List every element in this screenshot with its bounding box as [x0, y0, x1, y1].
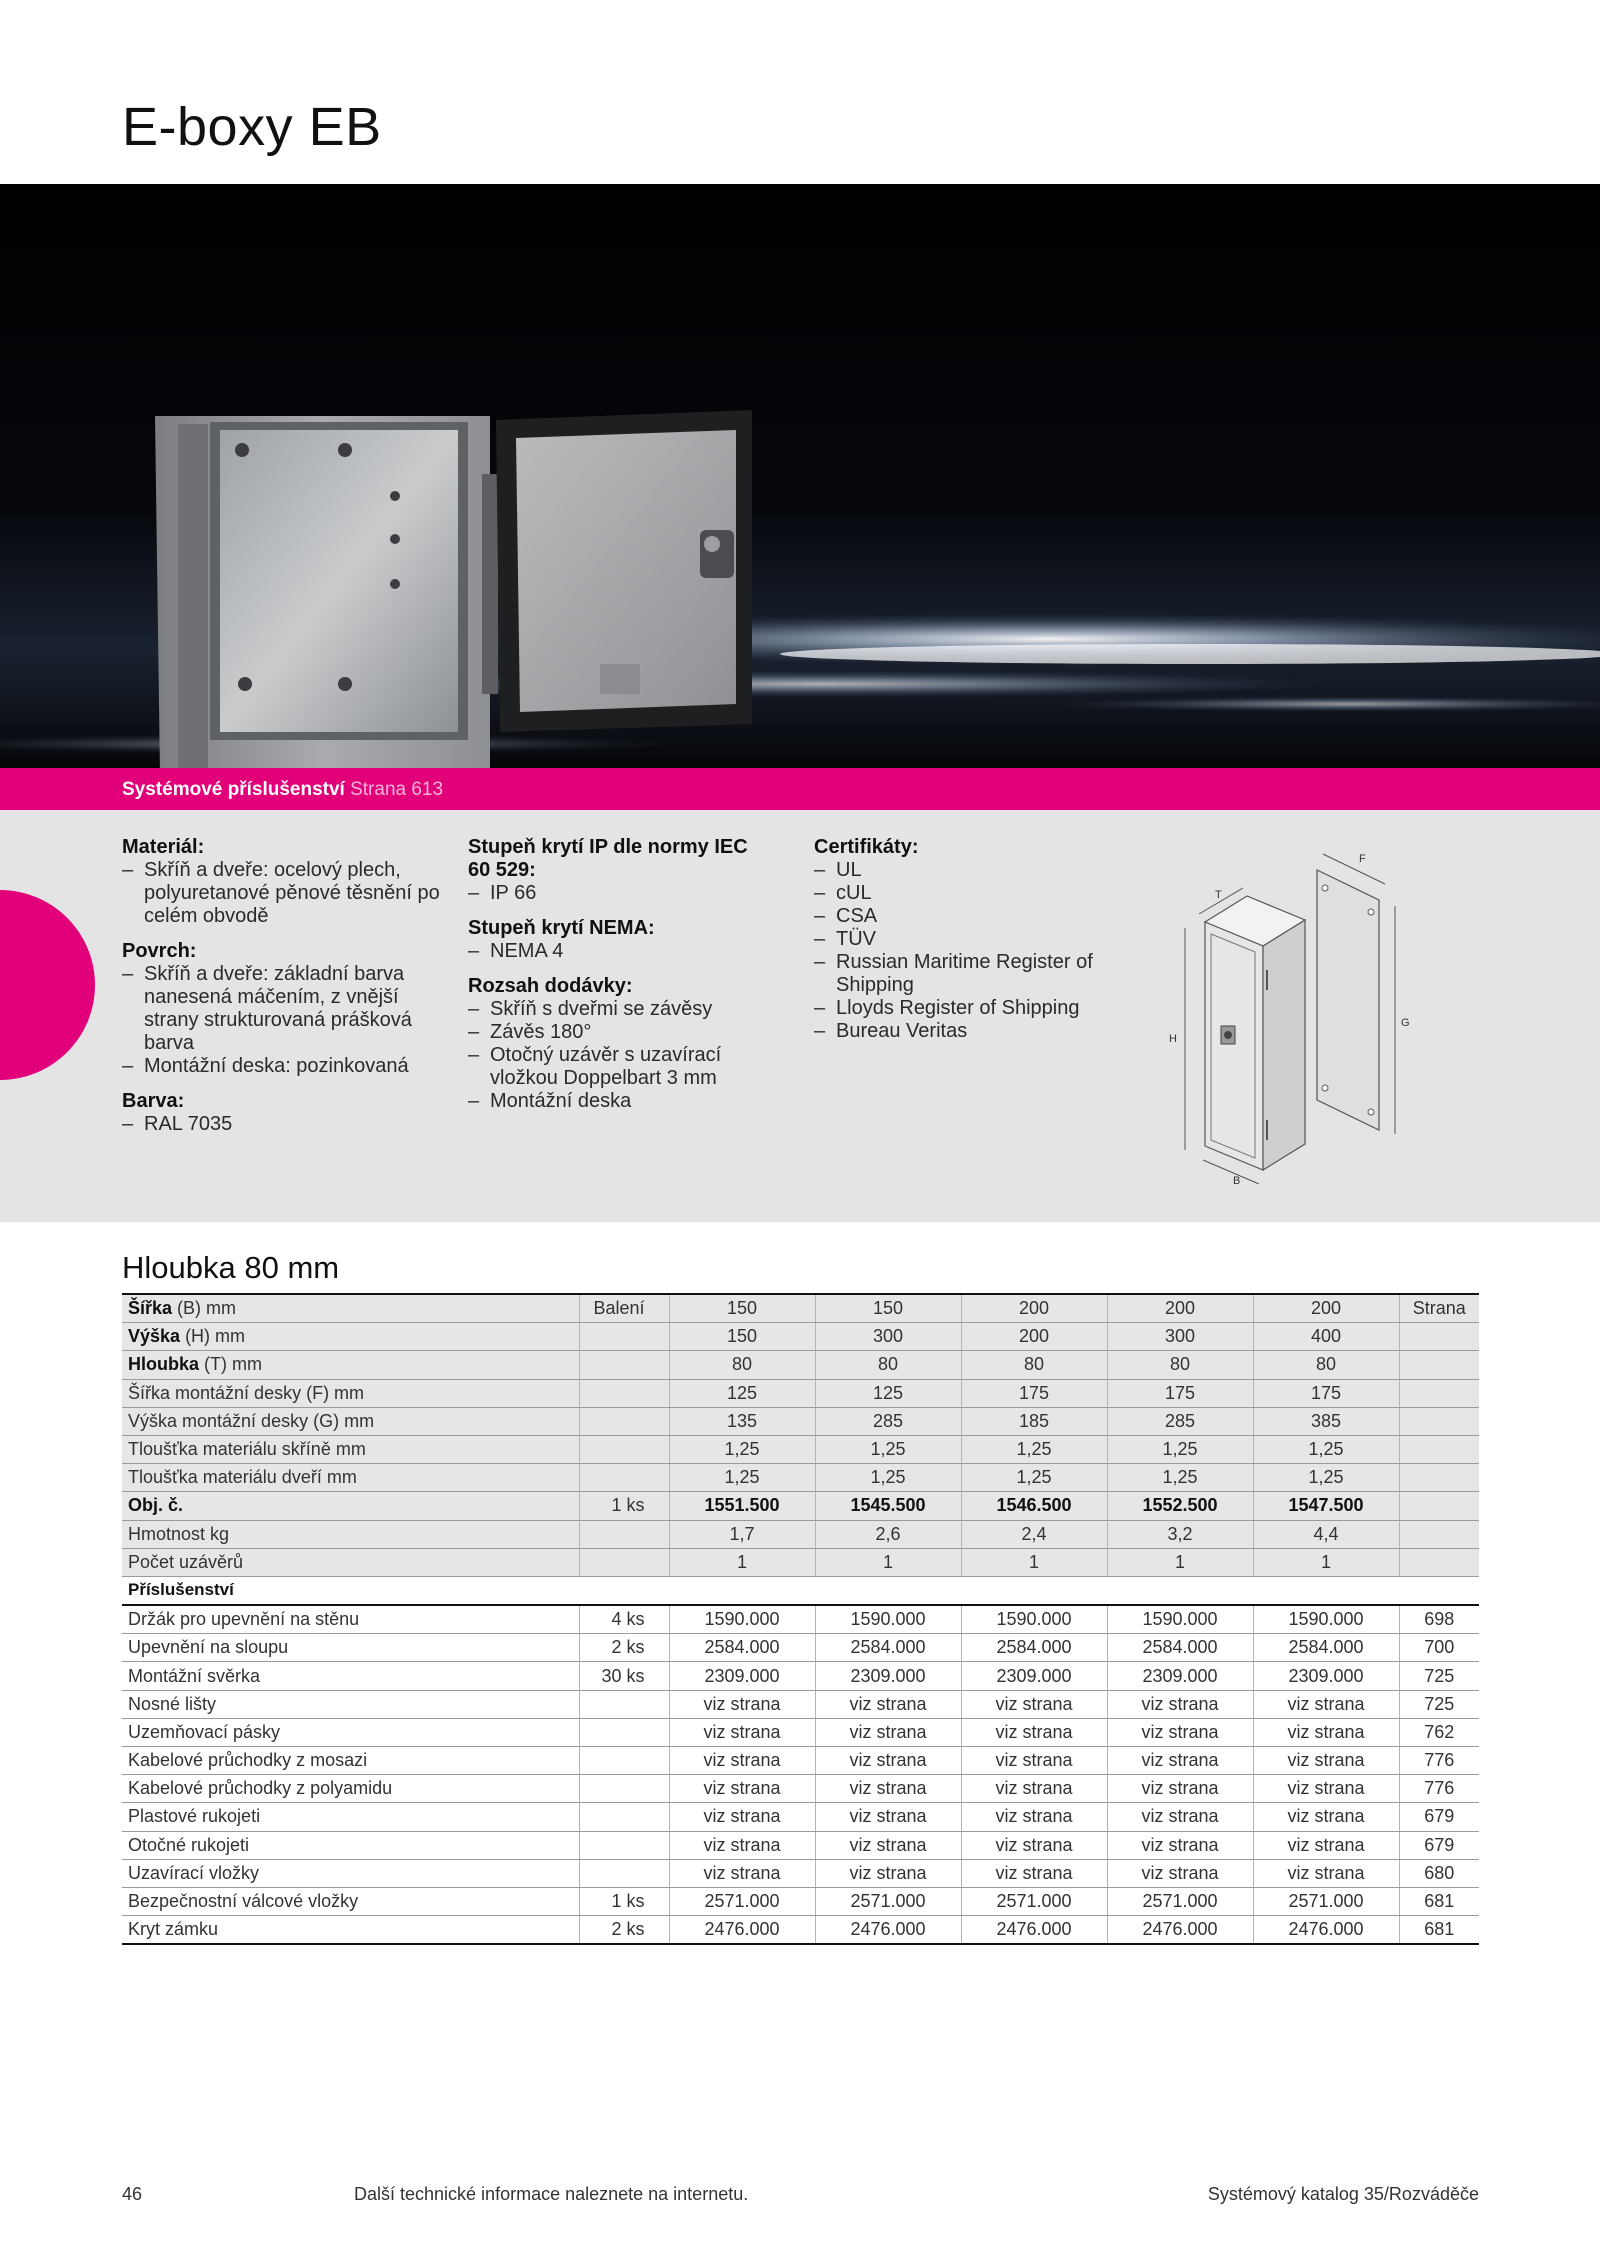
product-photo — [0, 184, 1600, 768]
row-label — [122, 1435, 579, 1463]
row-label-bold: Obj. č. — [128, 1495, 184, 1516]
cert-item: – cUL — [814, 882, 1134, 905]
article-number-cell: 2571.000 — [669, 1887, 815, 1915]
scope-item: – Skříň s dveřmi se závěsy — [468, 998, 768, 1021]
pack-cell: 1 ks — [579, 1887, 669, 1915]
value-cell: 175 — [1107, 1379, 1253, 1407]
cert-item: – CSA — [814, 905, 1134, 928]
page-cell: 680 — [1399, 1859, 1479, 1887]
article-number-cell: 2584.000 — [1253, 1634, 1399, 1662]
value-cell: 1,25 — [961, 1435, 1107, 1463]
row-label — [122, 1323, 579, 1351]
accessory-bar — [0, 768, 1600, 810]
page-cell: 762 — [1399, 1718, 1479, 1746]
article-number-cell: viz strana — [961, 1859, 1107, 1887]
dim-label-b: B — [1233, 1175, 1241, 1187]
value-cell: 1,25 — [1107, 1435, 1253, 1463]
material-heading: Materiál: — [122, 836, 205, 858]
article-number-cell: 2309.000 — [815, 1662, 961, 1690]
footer-catalog: Systémový katalog 35/Rozváděče — [1207, 2184, 1479, 2204]
value-cell: 185 — [961, 1407, 1107, 1435]
article-number-cell: 2476.000 — [1253, 1916, 1399, 1945]
article-number-cell: viz strana — [815, 1747, 961, 1775]
table-row — [122, 1351, 1479, 1379]
row-label-text: Tloušťka materiálu dveří mm — [128, 1467, 357, 1488]
value-cell: 80 — [815, 1351, 961, 1379]
accessory-label: Kryt zámku — [122, 1916, 579, 1945]
row-label-text: Výška montážní desky (G) mm — [128, 1410, 375, 1431]
table-row — [122, 1634, 1479, 1662]
table-row — [122, 1803, 1479, 1831]
value-cell: 1545.500 — [815, 1492, 961, 1520]
article-number-cell: 2584.000 — [815, 1634, 961, 1662]
article-number-cell: viz strana — [1253, 1831, 1399, 1859]
value-cell: 1,25 — [669, 1464, 815, 1492]
value-cell: 200 — [1253, 1294, 1399, 1323]
value-cell: 200 — [961, 1323, 1107, 1351]
cert-item: – UL — [814, 859, 1134, 882]
value-cell: 1 — [669, 1548, 815, 1576]
page-cell: 681 — [1399, 1916, 1479, 1945]
page-cell: 700 — [1399, 1634, 1479, 1662]
article-number-cell: 2476.000 — [961, 1916, 1107, 1945]
value-cell: 1 — [815, 1548, 961, 1576]
table-row — [122, 1605, 1479, 1634]
article-number-cell: 2584.000 — [669, 1634, 815, 1662]
surface-item: – Montážní deska: pozinkovaná — [122, 1055, 442, 1078]
pack-cell — [579, 1775, 669, 1803]
article-number-cell: viz strana — [961, 1690, 1107, 1718]
value-cell: 1,7 — [669, 1520, 815, 1548]
article-number-cell: 1590.000 — [669, 1605, 815, 1634]
section-title: Hloubka 80 mm — [122, 1250, 340, 1285]
accessories-header-row — [122, 1576, 1479, 1605]
page-cell: 679 — [1399, 1803, 1479, 1831]
article-number-cell: 1590.000 — [1253, 1605, 1399, 1634]
page-cell — [1399, 1548, 1479, 1576]
table-row — [122, 1718, 1479, 1746]
article-number-cell: viz strana — [815, 1775, 961, 1803]
value-cell: 200 — [1107, 1294, 1253, 1323]
table-row — [122, 1407, 1479, 1435]
table-row — [122, 1379, 1479, 1407]
page-cell: 698 — [1399, 1605, 1479, 1634]
article-number-cell: viz strana — [1107, 1775, 1253, 1803]
value-cell: 385 — [1253, 1407, 1399, 1435]
accessory-label: Uzavírací vložky — [122, 1859, 579, 1887]
article-number-cell: viz strana — [1253, 1690, 1399, 1718]
value-cell: 1552.500 — [1107, 1492, 1253, 1520]
surface-item: – Skříň a dveře: základní barva nanesená máčením, z vnější strany strukturovaná prášková barva — [122, 963, 442, 1055]
value-cell: 1,25 — [1107, 1464, 1253, 1492]
table-row — [122, 1775, 1479, 1803]
accessory-label: Držák pro upevnění na stěnu — [122, 1605, 579, 1634]
table-row — [122, 1831, 1479, 1859]
spec-column-certificates — [814, 836, 1134, 1055]
pack-cell — [579, 1718, 669, 1746]
value-cell: 150 — [669, 1294, 815, 1323]
value-cell: 1,25 — [961, 1464, 1107, 1492]
pack-cell — [579, 1407, 669, 1435]
page-cell: 725 — [1399, 1690, 1479, 1718]
accessory-label: Nosné lišty — [122, 1690, 579, 1718]
table-row — [122, 1294, 1479, 1323]
article-number-cell: viz strana — [669, 1747, 815, 1775]
value-cell: 150 — [815, 1294, 961, 1323]
table-row — [122, 1323, 1479, 1351]
accessory-label: Kabelové průchodky z polyamidu — [122, 1775, 579, 1803]
value-cell: 1,25 — [1253, 1435, 1399, 1463]
article-number-cell: viz strana — [1253, 1747, 1399, 1775]
article-number-cell: viz strana — [1253, 1859, 1399, 1887]
value-cell: 2,4 — [961, 1520, 1107, 1548]
row-label-text: Tloušťka materiálu skříně mm — [128, 1439, 366, 1460]
article-number-cell: viz strana — [669, 1831, 815, 1859]
scope-heading: Rozsah dodávky: — [468, 975, 633, 997]
article-number-cell: viz strana — [1107, 1831, 1253, 1859]
article-number-cell: 2476.000 — [1107, 1916, 1253, 1945]
accessory-label: Otočné rukojeti — [122, 1831, 579, 1859]
page-cell: 679 — [1399, 1831, 1479, 1859]
value-cell: 4,4 — [1253, 1520, 1399, 1548]
table-row — [122, 1690, 1479, 1718]
article-number-cell: 2571.000 — [1253, 1887, 1399, 1915]
scope-item: – Montážní deska — [468, 1090, 768, 1113]
article-number-cell: viz strana — [961, 1775, 1107, 1803]
value-cell: 1,25 — [669, 1435, 815, 1463]
article-number-cell: 2584.000 — [961, 1634, 1107, 1662]
pack-cell: 1 ks — [579, 1492, 669, 1520]
pack-cell — [579, 1435, 669, 1463]
article-number-cell: viz strana — [669, 1775, 815, 1803]
row-label-text: (T) mm — [199, 1354, 262, 1375]
material-item: – Skříň a dveře: ocelový plech, polyuretanové pěnové těsnění po celém obvodě — [122, 859, 442, 928]
article-number-cell: viz strana — [815, 1690, 961, 1718]
article-number-cell: 2309.000 — [669, 1662, 815, 1690]
page-cell: 776 — [1399, 1775, 1479, 1803]
cert-item: – Lloyds Register of Shipping — [814, 997, 1134, 1020]
value-cell: 175 — [1253, 1379, 1399, 1407]
spec-column-protection — [468, 836, 768, 1125]
article-number-cell: 2571.000 — [961, 1887, 1107, 1915]
row-label-bold: Výška — [128, 1326, 181, 1347]
article-number-cell: viz strana — [961, 1718, 1107, 1746]
row-label-text: Hmotnost kg — [128, 1523, 230, 1544]
article-number-cell: viz strana — [1253, 1803, 1399, 1831]
scope-item: – Otočný uzávěr s uzavírací vložkou Doppelbart 3 mm — [468, 1044, 768, 1090]
value-cell: 400 — [1253, 1323, 1399, 1351]
page-cell: 776 — [1399, 1747, 1479, 1775]
accessory-page-link[interactable]: Strana 613 — [350, 779, 444, 800]
pack-cell: 30 ks — [579, 1662, 669, 1690]
article-number-cell: viz strana — [1253, 1718, 1399, 1746]
article-number-cell: 1590.000 — [815, 1605, 961, 1634]
value-cell: 1546.500 — [961, 1492, 1107, 1520]
article-number-cell: viz strana — [815, 1859, 961, 1887]
page-cell — [1399, 1492, 1479, 1520]
article-number-cell: 2571.000 — [1107, 1887, 1253, 1915]
page-cell — [1399, 1464, 1479, 1492]
page-cell — [1399, 1379, 1479, 1407]
value-cell: 300 — [815, 1323, 961, 1351]
value-cell: 135 — [669, 1407, 815, 1435]
page-cell: 725 — [1399, 1662, 1479, 1690]
row-label — [122, 1548, 579, 1576]
row-label-text: (B) mm — [172, 1298, 237, 1319]
value-cell: 1,25 — [815, 1464, 961, 1492]
row-label-bold: Hloubka — [128, 1354, 200, 1375]
article-number-cell: viz strana — [669, 1859, 815, 1887]
table-row — [122, 1464, 1479, 1492]
value-cell: 285 — [1107, 1407, 1253, 1435]
value-cell: 1 — [961, 1548, 1107, 1576]
dim-label-h: H — [1169, 1033, 1177, 1045]
value-cell: 2,6 — [815, 1520, 961, 1548]
pack-cell: 2 ks — [579, 1916, 669, 1945]
accessory-label: Montážní svěrka — [122, 1662, 579, 1690]
nema-heading: Stupeň krytí NEMA: — [468, 917, 655, 939]
value-cell: 1,25 — [815, 1435, 961, 1463]
article-number-cell: viz strana — [669, 1690, 815, 1718]
row-label — [122, 1520, 579, 1548]
accessory-label: Systémové příslušenství — [122, 779, 345, 800]
article-number-cell: viz strana — [1107, 1690, 1253, 1718]
accessory-label: Kabelové průchodky z mosazi — [122, 1747, 579, 1775]
article-number-cell: 1590.000 — [961, 1605, 1107, 1634]
value-cell: 3,2 — [1107, 1520, 1253, 1548]
value-cell: 300 — [1107, 1323, 1253, 1351]
dim-label-t: T — [1215, 889, 1222, 901]
dim-label-g: G — [1401, 1017, 1410, 1029]
row-label — [122, 1492, 579, 1520]
scope-item: – Závěs 180° — [468, 1021, 768, 1044]
value-cell: 80 — [669, 1351, 815, 1379]
article-number-cell: viz strana — [1253, 1775, 1399, 1803]
accessory-label: Uzemňovací pásky — [122, 1718, 579, 1746]
article-number-cell: viz strana — [815, 1803, 961, 1831]
article-number-cell: viz strana — [669, 1718, 815, 1746]
article-number-cell: viz strana — [815, 1831, 961, 1859]
value-cell: 125 — [815, 1379, 961, 1407]
article-number-cell: 2309.000 — [1253, 1662, 1399, 1690]
row-label — [122, 1294, 579, 1323]
row-label — [122, 1379, 579, 1407]
value-cell: 1 — [1253, 1548, 1399, 1576]
value-cell: 80 — [961, 1351, 1107, 1379]
product-table — [122, 1293, 1479, 1945]
table-row — [122, 1520, 1479, 1548]
row-label — [122, 1351, 579, 1379]
cert-item: – Bureau Veritas — [814, 1020, 1134, 1043]
pack-cell: 2 ks — [579, 1634, 669, 1662]
article-number-cell: 2309.000 — [961, 1662, 1107, 1690]
article-number-cell: viz strana — [1107, 1859, 1253, 1887]
page-cell — [1399, 1323, 1479, 1351]
page-title: E-boxy EB — [122, 97, 382, 157]
article-number-cell: 2584.000 — [1107, 1634, 1253, 1662]
value-cell: 125 — [669, 1379, 815, 1407]
color-heading: Barva: — [122, 1090, 185, 1112]
pack-cell — [579, 1351, 669, 1379]
table-row — [122, 1747, 1479, 1775]
table-row — [122, 1859, 1479, 1887]
page-cell — [1399, 1435, 1479, 1463]
accessory-label: Bezpečnostní válcové vložky — [122, 1887, 579, 1915]
article-number-cell: viz strana — [1107, 1747, 1253, 1775]
cert-heading: Certifikáty: — [814, 836, 919, 858]
color-item: – RAL 7035 — [122, 1113, 442, 1136]
table-row — [122, 1548, 1479, 1576]
cert-item: – TÜV — [814, 928, 1134, 951]
page-cell — [1399, 1407, 1479, 1435]
table-row — [122, 1887, 1479, 1915]
value-cell: 1547.500 — [1253, 1492, 1399, 1520]
value-cell: 175 — [961, 1379, 1107, 1407]
pack-cell — [579, 1520, 669, 1548]
pack-cell: Balení — [579, 1294, 669, 1323]
row-label-text: Počet uzávěrů — [128, 1551, 244, 1572]
row-label — [122, 1407, 579, 1435]
value-cell: 80 — [1253, 1351, 1399, 1379]
value-cell: 1,25 — [1253, 1464, 1399, 1492]
pack-cell — [579, 1831, 669, 1859]
dim-label-f: F — [1359, 853, 1366, 865]
accessories-title: Příslušenství — [122, 1576, 1479, 1605]
article-number-cell: viz strana — [1107, 1803, 1253, 1831]
article-number-cell: 2476.000 — [815, 1916, 961, 1945]
spec-panel — [0, 810, 1600, 1222]
article-number-cell: viz strana — [961, 1747, 1107, 1775]
pack-cell — [579, 1803, 669, 1831]
accessory-label: Upevnění na sloupu — [122, 1634, 579, 1662]
article-number-cell: 2476.000 — [669, 1916, 815, 1945]
row-label-text: Šířka montážní desky (F) mm — [128, 1382, 365, 1403]
surface-heading: Povrch: — [122, 940, 197, 962]
dimension-drawing — [1155, 830, 1455, 1200]
pack-cell — [579, 1323, 669, 1351]
article-number-cell: viz strana — [961, 1831, 1107, 1859]
page-number: 46 — [122, 2184, 143, 2204]
page-cell — [1399, 1520, 1479, 1548]
article-number-cell: viz strana — [1107, 1718, 1253, 1746]
table-row — [122, 1492, 1479, 1520]
pack-cell — [579, 1859, 669, 1887]
pack-cell: 4 ks — [579, 1605, 669, 1634]
cert-item: – Russian Maritime Register of Shipping — [814, 951, 1134, 997]
article-number-cell: 2309.000 — [1107, 1662, 1253, 1690]
row-label — [122, 1464, 579, 1492]
value-cell: 80 — [1107, 1351, 1253, 1379]
article-number-cell: viz strana — [669, 1803, 815, 1831]
value-cell: 200 — [961, 1294, 1107, 1323]
nema-item: – NEMA 4 — [468, 940, 768, 963]
page-cell — [1399, 1351, 1479, 1379]
article-number-cell: 2571.000 — [815, 1887, 961, 1915]
article-number-cell: 1590.000 — [1107, 1605, 1253, 1634]
row-label-bold: Šířka — [128, 1298, 173, 1319]
pack-cell — [579, 1747, 669, 1775]
ip-item: – IP 66 — [468, 882, 768, 905]
accessory-label: Plastové rukojeti — [122, 1803, 579, 1831]
pack-cell — [579, 1464, 669, 1492]
pack-cell — [579, 1690, 669, 1718]
value-cell: 150 — [669, 1323, 815, 1351]
table-row — [122, 1435, 1479, 1463]
pack-cell — [579, 1548, 669, 1576]
ip-heading: Stupeň krytí IP dle normy IEC 60 529: — [468, 836, 748, 881]
footer-note: Další technické informace naleznete na internetu. — [354, 2184, 749, 2204]
row-label-text: (H) mm — [180, 1326, 246, 1347]
page-cell: 681 — [1399, 1887, 1479, 1915]
value-cell: 1 — [1107, 1548, 1253, 1576]
article-number-cell: viz strana — [815, 1718, 961, 1746]
page-cell: Strana — [1399, 1294, 1479, 1323]
table-row — [122, 1662, 1479, 1690]
value-cell: 285 — [815, 1407, 961, 1435]
table-row — [122, 1916, 1479, 1945]
value-cell: 1551.500 — [669, 1492, 815, 1520]
pack-cell — [579, 1379, 669, 1407]
article-number-cell: viz strana — [961, 1803, 1107, 1831]
spec-column-material — [122, 836, 442, 1148]
accent-circle — [0, 890, 95, 1080]
